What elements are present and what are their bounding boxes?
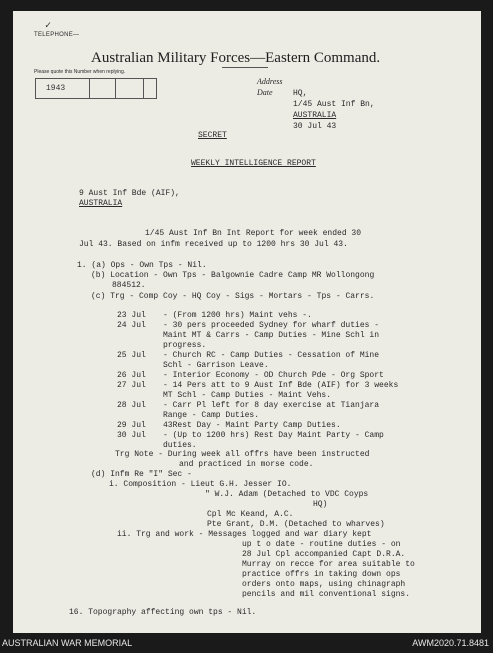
address-label: Address	[257, 77, 283, 86]
ref-cell	[90, 79, 116, 98]
section-16: 16. Topography affecting own tps - Nil.	[69, 608, 257, 617]
work-7: pencils and mil conventional signs.	[242, 590, 411, 599]
section-d-title: (d) Infm Re "I" Sec -	[91, 470, 192, 479]
ref-cell	[144, 79, 156, 98]
diary-date: 23 Jul	[117, 311, 146, 320]
diary-date: 28 Jul	[117, 401, 146, 410]
diary-text: - Interior Economy - OD Church Pde - Org Sport	[163, 371, 384, 380]
pencil-mark: ✓	[45, 21, 52, 32]
quote-note: Please quote this Number when replying.	[34, 69, 126, 75]
composition-3: HQ)	[313, 500, 328, 509]
reference-number-box	[35, 78, 157, 99]
trg-note-line2: and practiced in morse code.	[179, 460, 314, 469]
section-1a: 1. (a) Ops - Own Tps - Nil.	[77, 261, 207, 270]
section-1b-grid: 884512.	[112, 281, 146, 290]
unit-name: 1/45 Aust Inf Bn,	[293, 100, 375, 109]
diary-date: 25 Jul	[117, 351, 146, 360]
work-1: ii. Trg and work - Messages logged and war diary kept	[117, 530, 372, 539]
composition-4: Cpl Mc Keand, A.C.	[207, 510, 294, 519]
diary-text: progress.	[163, 341, 207, 350]
diary-text: Range - Camp Duties.	[163, 411, 260, 420]
composition-1: i. Composition - Lieut G.H. Jesser IO.	[109, 480, 292, 489]
diary-date: 27 Jul	[117, 381, 146, 390]
diary-date: 29 Jul	[117, 421, 146, 430]
unit-country: AUSTRALIA	[293, 111, 337, 120]
report-title: WEEKLY INTELLIGENCE REPORT	[191, 159, 316, 168]
intro-line2: Jul 43. Based on infm received up to 1200 hrs 30 Jul 43.	[79, 240, 348, 249]
work-4: Murray on recce for area suitable to	[242, 560, 415, 569]
ref-year: 1943	[46, 84, 66, 93]
diary-text: - Church RC - Camp Duties - Cessation of Mine	[163, 351, 380, 360]
work-3: 28 Jul Cpl accompanied Capt D.R.A.	[242, 550, 406, 559]
classification: SECRET	[198, 131, 227, 140]
diary-text: - 14 Pers att to 9 Aust Inf Bde (AIF) for 3 weeks	[163, 381, 399, 390]
diary-text: duties.	[163, 441, 197, 450]
letterhead-title: Australian Military Forces—Eastern Command.	[91, 50, 381, 66]
diary-text: 43Rest Day - Maint Party Camp Duties.	[163, 421, 341, 430]
diary-text: Schl - Garrison Leave.	[163, 361, 269, 370]
section-1b: (b) Location - Own Tps - Balgownie Cadre Camp MR Wollongong	[91, 271, 375, 280]
diary-text: MT Schl - Camp Duties - Maint Vehs.	[163, 391, 332, 400]
diary-date: 30 Jul	[117, 431, 146, 440]
title-rule	[222, 67, 268, 68]
report-date: 30 Jul 43	[293, 122, 337, 131]
ref-cell	[116, 79, 144, 98]
work-5: practice offrs in taking down ops	[242, 570, 401, 579]
unit-hq: HQ,	[293, 89, 308, 98]
ref-cell	[36, 79, 90, 98]
composition-2: " W.J. Adam (Detached to VDC Coyps	[205, 490, 369, 499]
diary-text: - 30 pers proceeded Sydney for wharf duties -	[163, 321, 380, 330]
footer-archive: AUSTRALIAN WAR MEMORIAL	[2, 638, 133, 648]
date-label: Date	[257, 88, 273, 97]
diary-text: - (Up to 1200 hrs) Rest Day Maint Party - Camp	[163, 431, 384, 440]
diary-date: 24 Jul	[117, 321, 146, 330]
diary-date: 26 Jul	[117, 371, 146, 380]
addressee-line1: 9 Aust Inf Bde (AIF),	[79, 189, 180, 198]
work-2: up t o date - routine duties - on	[242, 540, 401, 549]
trg-note-line1: Trg Note - During week all offrs have been instructed	[115, 450, 370, 459]
intro-line1: 1/45 Aust Inf Bn Int Report for week ended 30	[145, 229, 362, 238]
section-1c: (c) Trg - Comp Coy - HQ Coy - Sigs - Mortars - Tps - Carrs.	[91, 292, 375, 301]
diary-text: - Carr Pl left for 8 day exercise at Tianjara	[163, 401, 380, 410]
telephone-label: TELEPHONE—	[34, 32, 80, 38]
addressee-line2: AUSTRALIA	[79, 199, 123, 208]
diary-text: - (From 1200 hrs) Maint vehs -.	[163, 311, 312, 320]
footer-accession: AWM2020.71.8481	[412, 638, 489, 648]
composition-5: Pte Grant, D.M. (Detached to wharves)	[207, 520, 385, 529]
diary-text: Maint MT & Carrs - Camp Duties - Mine Schl in	[163, 331, 380, 340]
work-6: orders onto maps, using chinagraph	[242, 580, 406, 589]
